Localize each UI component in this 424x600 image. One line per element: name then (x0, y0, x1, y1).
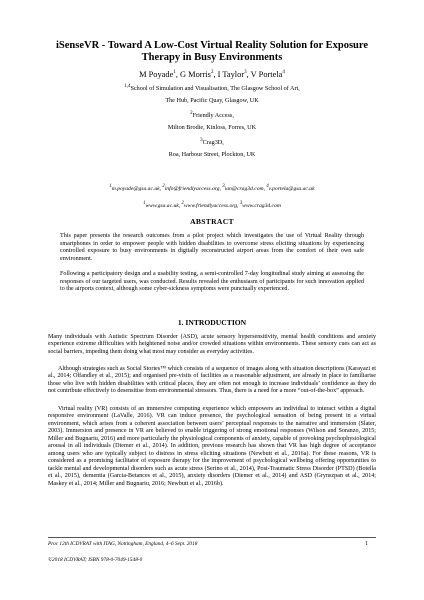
body-paragraph: Many individuals with Autistic Spectrum Disorder (ASD), acute sensory hypersensitivity, mental health conditions and anxiety experience extreme difficulties with heightened noise and/or crowded situations within environments. These sensory cues can act as social barriers, impeding them doing what most may consider as everyday activities. (48, 334, 376, 355)
website-mark: 2 (181, 201, 184, 206)
affiliation-mark: 2 (190, 111, 193, 117)
email-link[interactable]: v.portela@gsa.ac.uk (268, 185, 315, 192)
email-link[interactable]: m.poyade@gsa.ac.uk (111, 185, 160, 192)
author-mark: 3 (244, 70, 247, 75)
affiliation-line: Milton Brodie, Kinloss, Forres, UK (167, 124, 257, 132)
website-link[interactable]: www.gsa.ac.uk (145, 202, 179, 209)
affiliation-line: Friendly Access, (192, 112, 234, 120)
author-mark: 4 (282, 70, 285, 75)
affiliation-mark: 3 (200, 138, 203, 144)
email-link[interactable]: info@friendlyaccess.org (164, 185, 220, 192)
footer-divider (48, 537, 376, 538)
body-paragraph: Although strategies such as Social Stories™ which consists of a sequence of images along with situation descriptions (Karayazi et al., 2014; Olfandley et al., 2015); and organised pre-visits of facilities as a reasonable adjustment, are already in place to familiarise those who live with hidden disabilities with critical places, they are often not enough to increase individuals’ confidence as they do not contribute effectively to desensitise from environmental stressors. Thus, there is a need for a more “out-of-the-box” approach. (48, 366, 376, 395)
website-mark: 3 (239, 201, 243, 206)
email-link[interactable]: ian@crag3d.com (224, 185, 264, 192)
website-link[interactable]: www.friendlyaccess.org (183, 202, 238, 209)
affiliation-block (70, 83, 354, 158)
section-heading: 1. INTRODUCTION (177, 318, 247, 327)
author-name: G Morris (180, 69, 211, 79)
author-name: I Taylor (217, 69, 245, 79)
affiliation-line: The Hub, Pacific Quay, Glasgow, UK (165, 97, 259, 105)
abstract-paragraph: This paper presents the research outcomes from a pilot project which investigates the use of Virtual Reality through smartphones in order to empower people with hidden disabilities to overcome stress eliciting situations by experiencing controlled exposure to busy environments in digitally reconstructed airport areas from the comfort of their own safe environment. (60, 233, 364, 262)
email-mark: 1 (109, 184, 112, 189)
title-line-2: Therapy in Busy Environments (141, 52, 283, 63)
abstract-heading: ABSTRACT (190, 217, 234, 226)
author-mark: 2 (210, 70, 214, 75)
author-name: M Poyade (139, 69, 174, 79)
email-mark: 3 (222, 184, 225, 189)
page-number: 1 (365, 541, 368, 547)
affiliation-mark: 1,4 (124, 84, 131, 89)
abstract-paragraph: Following a participatory design and a usability testing, a semi-controlled 7-day longitudinal study aiming at assessing the responses of our targeted users, was conducted. Results revealed the enthusiasm of participants for such innovation applied to the airports context, although some cyber-sickness symptoms were punctually experienced. (60, 271, 364, 292)
affiliation-line: Crag3D, (202, 139, 224, 147)
title-line-1: iSenseVR - Toward A Low-Cost Virtual Reality Solution for Exposure (55, 40, 369, 51)
author-name: V Portela (250, 69, 283, 79)
affiliation-line: School of Simulation and Visualisation, The Glasgow School of Art, (130, 85, 300, 93)
affiliation-line: Roa, Harbour Street, Plockton, UK (168, 151, 256, 159)
paper-title (40, 40, 384, 64)
author-list: M Poyade$^1$, G Morris$^2$, I Taylor$^3$, V Portela$^4$ (139, 69, 285, 79)
author-mark: 1 (173, 70, 176, 75)
body-paragraph: Virtual reality (VR) consists of an immersive computing experience which empowers an individual to interact within a digital responsive environment (LaValle, 2016). VR can induce presence, the psychological sensation of being present in a virtual environment, which arises from a coherent association between users’ perceptual responses to the narrative and immersion (Slater, 2003). Immersion and presence in VR are believed to enable triggering of strong emotional responses (Wilson and Soranzo, 2015; Miller and Bugnariu, 2016) and more particularly the physiological components of anxiety, capable of provoking psychophysiological arousal in all individuals (Diemer et al., 2014). In addition, previous research has shown that VR has high degree of acceptance among users who are typically subject to distress in stress eliciting situations (Newbutt et al., 2016a). For these reasons, VR is considered as a promising facilitator of exposure therapy for the improvement of psychological wellbeing offering opportunities to tackle mental and developmental disorders such as acute stress (Serino et al., 2014), Post-Traumatic Stress Disorder (PTSD) (Botella et al., 2015), dementia (Garcia-Betances et al., 2015), anxiety disorders (Diemer et al., 2014) and ASD (Grynszpan et al., 2014; Maskey et al., 2014; Miller and Bugnariu, 2016; Newbutt et al., 2016b). (48, 406, 376, 487)
website-link[interactable]: www.crag3d.com (242, 202, 281, 209)
footer-proceedings: Proc 12th ICDVRAT with ITAG, Nottingham, England, 4–6 Sept. 2018 (48, 541, 198, 547)
email-mark: 2 (162, 184, 165, 189)
website-list: $^1$www.gsa.ac.uk, $^2$www.friendlyaccess.org, $^3$www.crag3d.com (143, 201, 281, 209)
email-mark: 4 (266, 184, 269, 189)
website-mark: 1 (143, 201, 146, 206)
footer-copyright: ©2018 ICDVRAT; ISBN 978-0-7049-1548-0 (48, 557, 143, 563)
email-list: $^1$m.poyade@gsa.ac.uk, $^2$info@friendlyaccess.org, $^3$ian@crag3d.com, $^4$v.portela@gsa.ac.uk (109, 184, 315, 192)
